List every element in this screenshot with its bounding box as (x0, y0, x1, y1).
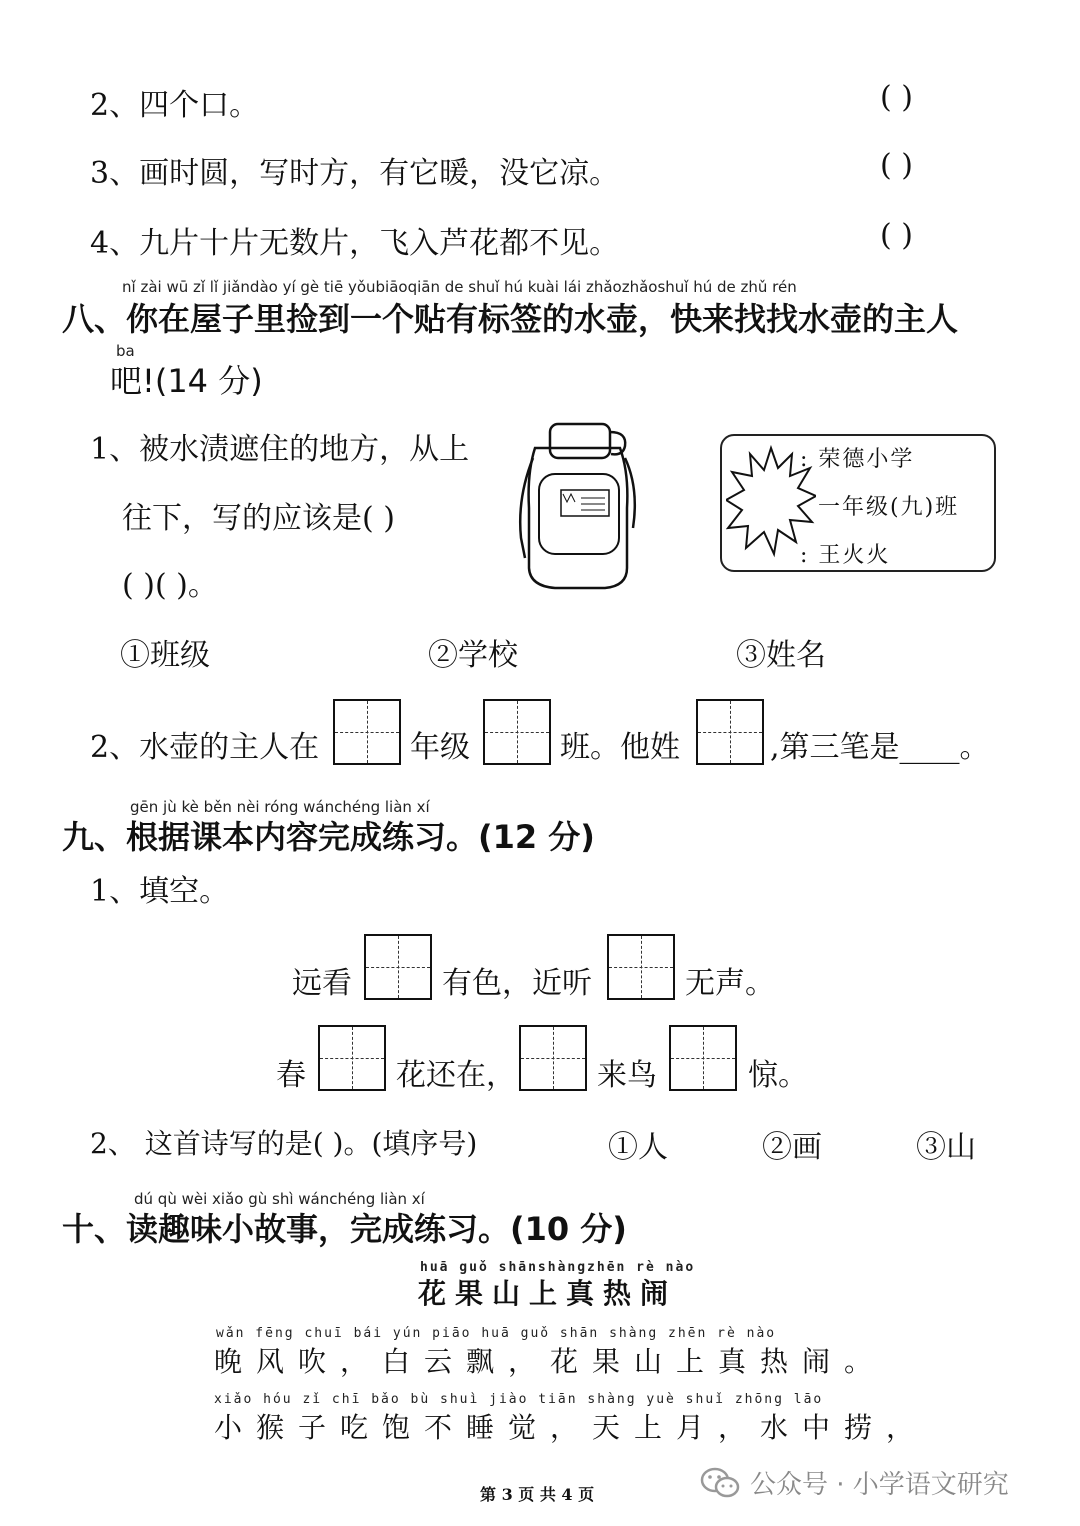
question-7-2: 2、四个口。 (90, 88, 260, 123)
water-bottle-image (515, 418, 640, 590)
label-name: : 王火火 (800, 543, 891, 568)
writing-grid-surname[interactable] (696, 699, 764, 765)
poem-line2-d: 惊。 (748, 1058, 808, 1093)
poem-line1-a: 远看 (292, 966, 352, 1001)
watermark-text: 公众号 · 小学语文研究 (750, 1470, 1009, 1500)
writing-grid-poem-5[interactable] (669, 1025, 737, 1091)
q8-2-text-b: 年级 (410, 730, 470, 765)
story-line2-pinyin: xiǎo hóu zǐ chī bǎo bù shuì jiào tiān shàng yuè shuǐ zhōng lāo (214, 1392, 824, 1407)
question-7-3: 3、画时圆，写时方，有它暖，没它凉。 (90, 156, 620, 191)
writing-grid-grade[interactable] (333, 699, 401, 765)
answer-blank[interactable]: ( ) (880, 80, 913, 115)
label-class: 一年级(九)班 (818, 495, 960, 520)
wechat-icon (700, 1466, 740, 1500)
label-card (720, 434, 996, 572)
section-8-pinyin: nǐ zài wū zǐ lǐ jiǎndào yí gè tiē yǒubiāoqiān de shuǐ hú kuài lái zhǎozhǎoshuǐ hú de zhǔ rén (122, 278, 797, 296)
section-10-title: 十、读趣味小故事，完成练习。(10 分) (62, 1210, 627, 1248)
q9-2[interactable]: 2、 这首诗写的是( )。(填序号) (90, 1127, 478, 1160)
q8-1-line2[interactable]: 往下，写的应该是( ) (122, 501, 395, 536)
poem-line1-c: 无声。 (685, 966, 775, 1001)
writing-grid-class[interactable] (483, 699, 551, 765)
page-number: 第 3 页 共 4 页 (480, 1485, 595, 1504)
q8-2-text-c: 班。他姓 (560, 730, 680, 765)
writing-grid-poem-3[interactable] (318, 1025, 386, 1091)
q8-1-line3[interactable]: ( )( )。 (122, 568, 218, 603)
poem-line2-a: 春 (276, 1058, 306, 1093)
section-9-pinyin: gēn jù kè běn nèi róng wánchéng liàn xí (130, 798, 430, 816)
q9-2-option-1: ①人 (608, 1130, 668, 1165)
section-8-title: 八、你在屋子里捡到一个贴有标签的水壶，快来找找水壶的主人 (62, 300, 959, 338)
section-8-pinyin-2: ba (116, 342, 135, 360)
story-line1-pinyin: wǎn fēng chuī bái yún piāo huā guǒ shān shàng zhēn rè nào (216, 1326, 777, 1341)
watermark (700, 1464, 1009, 1501)
q8-2-text-d: ,第三笔是____。 (770, 730, 990, 765)
section-9-title: 九、根据课本内容完成练习。(12 分) (62, 818, 595, 856)
option-name: ③姓名 (736, 638, 826, 673)
story-line1: 晚风吹，白云飘，花果山上真热闹。 (214, 1345, 887, 1378)
poem-line2-b: 花还在， (396, 1058, 516, 1093)
q8-1-line1: 1、被水渍遮住的地方，从上 (90, 432, 470, 467)
section-8-title-2: 吧!(14 分) (110, 362, 263, 400)
writing-grid-poem-2[interactable] (607, 934, 675, 1000)
story-title-pinyin: huā guǒ shānshàngzhēn rè nào (420, 1260, 696, 1275)
section-10-pinyin: dú qù wèi xiǎo gù shì wánchéng liàn xí (134, 1190, 425, 1208)
label-school: : 荣德小学 (800, 447, 915, 472)
q9-2-option-2: ②画 (762, 1130, 822, 1165)
poem-line2-c: 来鸟 (597, 1058, 657, 1093)
option-class: ①班级 (120, 638, 210, 673)
q8-2-text-a: 2、水壶的主人在 (90, 730, 320, 765)
q9-2-option-3: ③山 (916, 1130, 976, 1165)
answer-blank[interactable]: ( ) (880, 148, 913, 183)
writing-grid-poem-1[interactable] (364, 934, 432, 1000)
writing-grid-poem-4[interactable] (519, 1025, 587, 1091)
question-7-4: 4、九片十片无数片，飞入芦花都不见。 (90, 226, 620, 261)
option-school: ②学校 (428, 638, 518, 673)
story-line2: 小猴子吃饱不睡觉，天上月，水中捞， (214, 1411, 929, 1444)
poem-line1-b: 有色，近听 (442, 966, 592, 1001)
answer-blank[interactable]: ( ) (880, 218, 913, 253)
q9-1: 1、填空。 (90, 874, 230, 909)
story-title: 花果山上真热闹 (418, 1277, 678, 1310)
